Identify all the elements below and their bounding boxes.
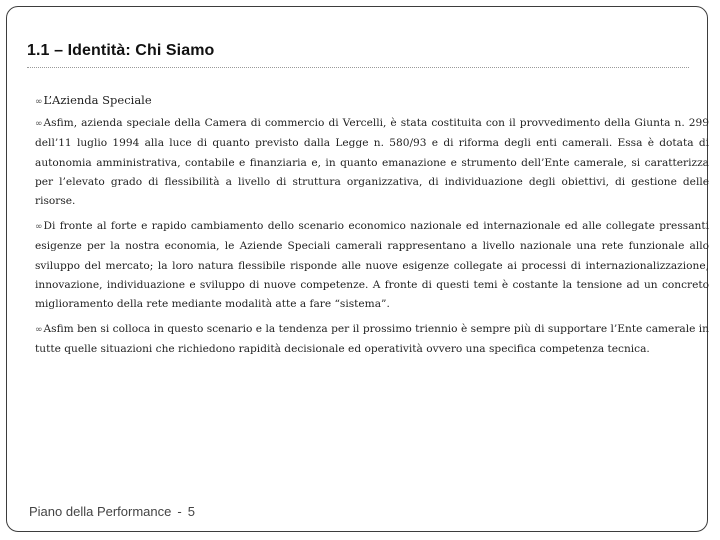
bullet-icon: ∞ <box>35 222 43 233</box>
title-divider <box>27 67 689 68</box>
paragraph-text: Asfim ben si colloca in questo scenario e la tendenza per il prossimo triennio è sempre più di supportare l’Ente camerale in tutte quelle situazioni che richiedono rapidità decisionale ed operatività ovvero una specifica competenza tecnica. <box>35 323 709 356</box>
page-number: 5 <box>187 504 195 519</box>
paragraph-text: Asfim, azienda speciale della Camera di commercio di Vercelli, è stata costituita con il provvedimento della Giunta n. 299 dell’11 luglio 1994 alla luce di quanto previsto dalla Legge n. 580/93 e di riforma degli enti camerali. Essa è dotata di autonomia amministrativa, contabile e finanziaria e, in quanto emanazione e strumento dell’Ente camerale, si caratterizza per l’elevato grado di flessibilità a livello di struttura organizzativa, di individuazione degli obiettivi, di gestione delle risorse. <box>35 117 709 208</box>
subheading <box>35 91 709 112</box>
bullet-icon: ∞ <box>35 325 43 336</box>
bullet-icon: ∞ <box>35 97 43 107</box>
paragraph-text: Di fronte al forte e rapido cambiamento dello scenario economico nazionale ed internazionale ed alle collegate pressanti esigenze per la nostra economia, le Aziende Speciali camerali rappresentano a livello nazionale una rete funzionale allo sviluppo del mercato; la loro natura flessibile risponde alle nuove esigenze collegate ai processi di internazionalizzazione, innovazione, individuazione e sviluppo di nuove competenze. A fronte di questi temi è costante la tensione ad un concreto miglioramento della rete mediante modalità atte a fare “sistema”. <box>35 220 709 311</box>
paragraph-context <box>35 217 709 314</box>
slide-footer <box>29 504 195 519</box>
footer-separator: - <box>177 504 182 519</box>
paragraph-intro <box>35 114 709 211</box>
paragraph-outlook <box>35 320 709 359</box>
bullet-icon: ∞ <box>35 119 43 130</box>
slide-frame <box>6 6 708 532</box>
subheading-text: L’Azienda Speciale <box>43 93 152 107</box>
slide-content <box>35 91 709 360</box>
footer-label: Piano della Performance <box>29 504 172 519</box>
slide-title: 1.1 – Identità: Chi Siamo <box>27 42 215 59</box>
